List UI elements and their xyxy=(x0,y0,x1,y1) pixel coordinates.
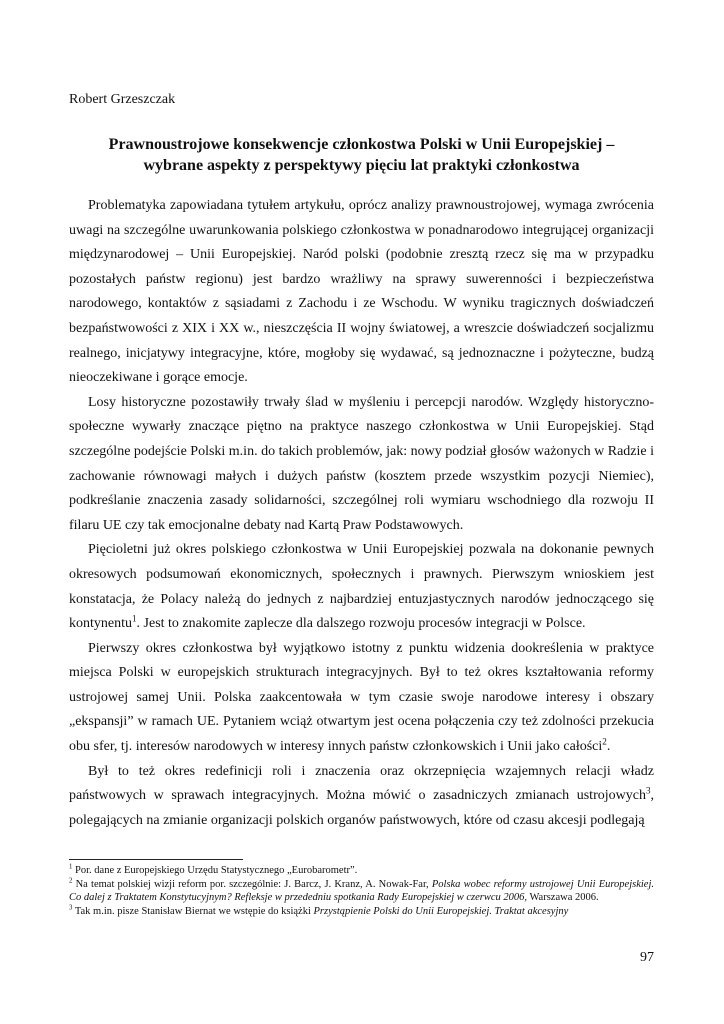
footnote-1-number: 1 xyxy=(69,863,73,871)
footnote-3 xyxy=(69,905,654,919)
footnote-1 xyxy=(69,864,654,878)
paragraph-1: Problematyka zapowiadana tytułem artykułu, oprócz analizy prawnoustrojowej, wymaga zwrócenia uwagi na szczególne uwarunkowania polskiego członkostwa w ponadnarodowo integrującej organizacji międzynarodowej – Unii Europejskiej. Naród polski (podobnie zresztą rzecz się ma w przypadku pozostałych państw regionu) jest bardzo wrażliwy na sprawy suwerenności i bezpieczeństwa narodowego, kontaktów z sąsiadami z Zachodu i ze Wschodu. W wyniku tragicznych doświadczeń bezpaństwowości z XIX i XX w., nieszczęścia II wojny światowej, a wreszcie doświadczeń socjalizmu realnego, inicjatywy integracyjne, które, mogłoby się wydawać, są jednoznaczne i pożyteczne, budzą nieoczekiwane i gorące emocje. xyxy=(69,198,654,386)
footnote-2-text-b: Warszawa 2006. xyxy=(527,892,599,904)
paragraph-4-text-a: Pierwszy okres członkostwa był wyjątkowo istotny z punktu widzenia dookreślenia w praktyce miejsca Polski w europejskich strukturach integracyjnych. Był to też okres kształtowania reformy ustrojowej samej Unii. Polska zaakcentowała w tym czasie swoje narodowe interesy i obszary „ekspansji” w ramach UE. Pytaniem wciąż otwartym jest ocena połączenia czy też zdolności przekucia obu sfer, tj. interesów narodowych w interesy innych państw członkowskich i Unii jako całości xyxy=(69,640,654,755)
footnote-2 xyxy=(69,878,654,905)
paragraph-2: Losy historyczne pozostawiły trwały ślad w myśleniu i percepcji narodów. Względy historyczno-społeczne wywarły znaczące piętno na praktyce naszego członkostwa w Unii Europejskiej. Stąd szczególne podejście Polski m.in. do takich problemów, jak: nowy podział głosów ważonych w Radzie i zachowanie równowagi małych i dużych państw (kosztem przede wszystkim pozycji Niemiec), podkreślanie znaczenia zasady solidarności, szczególnej roli wymiaru wschodniego dla rozwoju II filaru UE czy tak emocjonalne debaty nad Kartą Praw Podstawowych. xyxy=(69,394,655,533)
footnote-divider xyxy=(69,859,243,860)
footnote-2-number: 2 xyxy=(69,877,73,885)
footnote-ref-3[interactable]: 3 xyxy=(645,785,651,796)
footnote-3-number: 3 xyxy=(69,904,73,912)
paragraph-4 xyxy=(69,637,654,760)
title-line-2: wybrane aspekty z perspektywy pięciu lat praktyki członkostwa xyxy=(143,157,580,174)
paragraph-5-text-b: , polegających na zmianie organizacji polskich organów państwowych, które od czasu akcesji podlegają xyxy=(69,788,654,828)
footnote-1-text: Por. dane z Europejskiego Urzędu Statystycznego „Eurobarometr”. xyxy=(72,865,358,876)
article-body xyxy=(69,194,654,833)
page-number: 97 xyxy=(640,950,654,965)
paragraph-5-text-a: Był to też okres redefinicji roli i znaczenia oraz okrzepnięcia wzajemnych relacji władz państwowych w sprawach integracyjnych. Można mówić o zasadniczych zmianach ustrojowych xyxy=(69,763,654,804)
paragraph-4-text-b: . xyxy=(606,739,611,755)
footnote-2-text-a: Na temat polskiej wizji reform por. szczególnie: J. Barcz, J. Kranz, A. Nowak-Far, xyxy=(72,878,432,890)
paragraph-3-text-a: Pięcioletni już okres polskiego członkostwa w Unii Europejskiej pozwala na dokonanie pewnych okresowych podsumowań ekonomicznych, społecznych i prawnych. Pierwszym wnioskiem jest konstatacja, że Polacy należą do jednych z najbardziej entuzjastycznych narodów jednoczącego się kontynentu xyxy=(69,542,654,632)
author-name: Robert Grzeszczak xyxy=(69,92,176,107)
footnote-ref-2[interactable]: 2 xyxy=(602,736,607,747)
article-title xyxy=(69,134,654,176)
footnote-3-text-a: Tak m.in. pisze Stanisław Biernat we wstępie do książki xyxy=(72,906,314,918)
footnote-3-book-title: Przystąpienie Polski do Unii Europejskiej. Traktat akcesyjny xyxy=(313,906,569,918)
title-line-1: Prawnoustrojowe konsekwencje członkostwa Polski w Unii Europejskiej – xyxy=(108,136,615,153)
footnote-2-book-title: Polska wobec reformy ustrojowej Unii Europejskiej. Co dalej z Traktatem Konstytucyjnym? Refleksje w przededniu spotkania Rady Europejskiej w czerwcu 2006, xyxy=(69,878,654,904)
paragraph-3-text-b: . Jest to znakomite zaplecze dla dalszego rozwoju procesów integracji w Polsce. xyxy=(136,616,586,632)
paragraph-5 xyxy=(69,760,654,834)
footnote-ref-1[interactable]: 1 xyxy=(132,613,137,624)
footnotes xyxy=(69,864,654,919)
paragraph-3 xyxy=(69,538,654,636)
